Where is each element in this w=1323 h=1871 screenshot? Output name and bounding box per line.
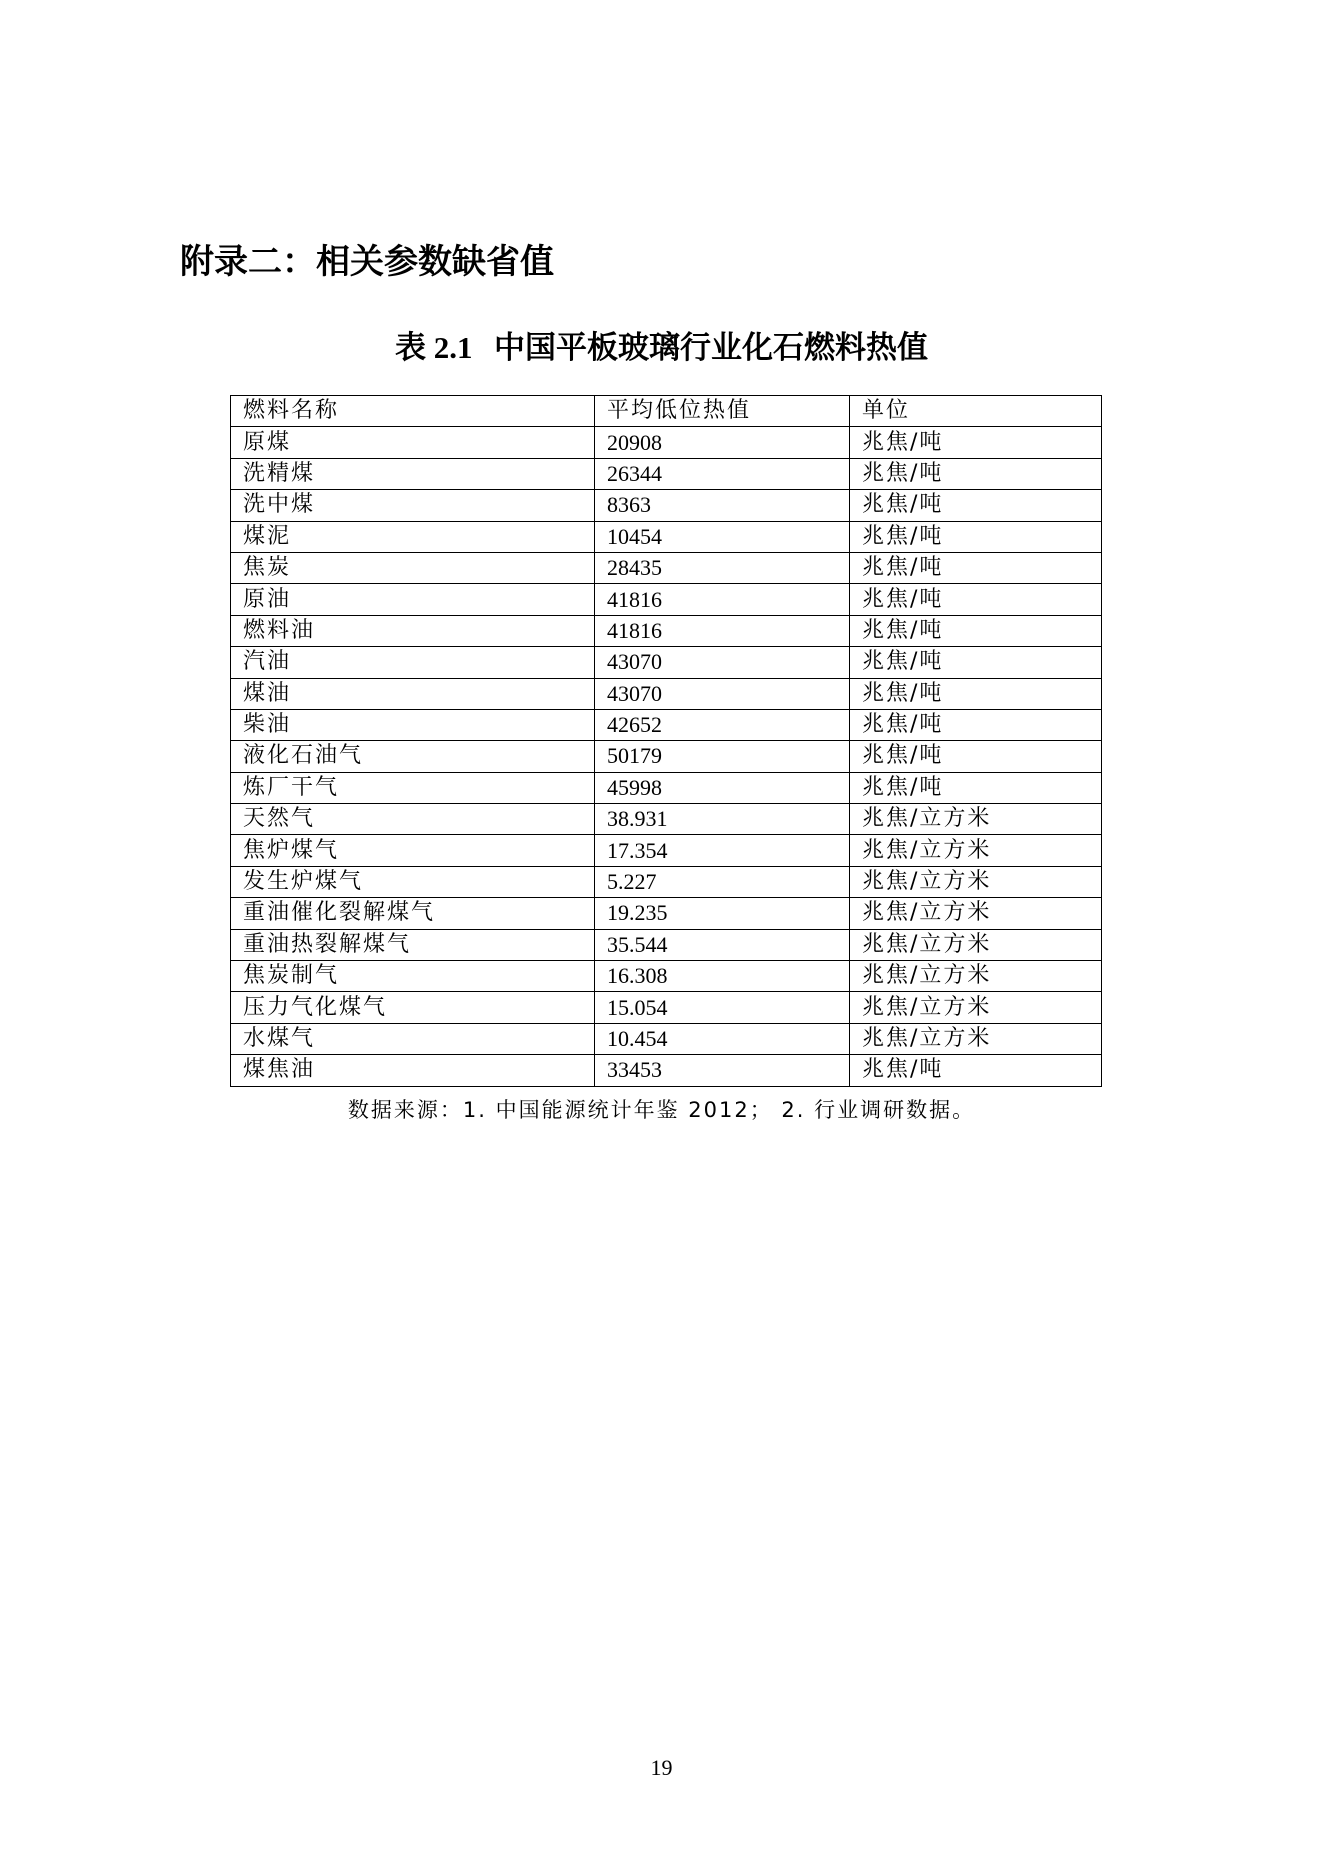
heat-value-cell: 26344 bbox=[595, 458, 850, 489]
heat-value-cell: 8363 bbox=[595, 490, 850, 521]
table-row bbox=[231, 709, 1102, 740]
table-row bbox=[231, 1023, 1102, 1054]
heat-value-cell: 16.308 bbox=[595, 961, 850, 992]
heat-value-cell: 20908 bbox=[595, 427, 850, 458]
heat-value-cell: 17.354 bbox=[595, 835, 850, 866]
heat-value-cell: 41816 bbox=[595, 584, 850, 615]
fuel-name-cell: 洗中煤 bbox=[231, 490, 595, 521]
unit-cell: 兆焦/立方米 bbox=[850, 992, 1102, 1023]
header-unit: 单位 bbox=[850, 396, 1102, 427]
table-row bbox=[231, 552, 1102, 583]
fuel-heat-value-table bbox=[230, 395, 1102, 1087]
table-row bbox=[231, 772, 1102, 803]
table-row bbox=[231, 835, 1102, 866]
table-row bbox=[231, 898, 1102, 929]
fuel-name-cell: 原油 bbox=[231, 584, 595, 615]
page-number: 19 bbox=[650, 1755, 673, 1780]
table-header-row bbox=[231, 396, 1102, 427]
unit-cell: 兆焦/吨 bbox=[850, 584, 1102, 615]
heat-value-cell: 33453 bbox=[595, 1055, 850, 1086]
fuel-name-cell: 焦炉煤气 bbox=[231, 835, 595, 866]
fuel-name-cell: 煤焦油 bbox=[231, 1055, 595, 1086]
unit-cell: 兆焦/吨 bbox=[850, 552, 1102, 583]
unit-cell: 兆焦/立方米 bbox=[850, 835, 1102, 866]
unit-cell: 兆焦/吨 bbox=[850, 490, 1102, 521]
heat-value-cell: 41816 bbox=[595, 615, 850, 646]
table-row bbox=[231, 615, 1102, 646]
table-row bbox=[231, 490, 1102, 521]
fuel-name-cell: 洗精煤 bbox=[231, 458, 595, 489]
heat-value-cell: 15.054 bbox=[595, 992, 850, 1023]
heat-value-cell: 10454 bbox=[595, 521, 850, 552]
unit-cell: 兆焦/立方米 bbox=[850, 1023, 1102, 1054]
unit-cell: 兆焦/吨 bbox=[850, 458, 1102, 489]
fuel-name-cell: 液化石油气 bbox=[231, 741, 595, 772]
unit-cell: 兆焦/立方米 bbox=[850, 804, 1102, 835]
table-row bbox=[231, 678, 1102, 709]
unit-cell: 兆焦/吨 bbox=[850, 741, 1102, 772]
heat-value-cell: 42652 bbox=[595, 709, 850, 740]
unit-cell: 兆焦/立方米 bbox=[850, 961, 1102, 992]
fuel-name-cell: 压力气化煤气 bbox=[231, 992, 595, 1023]
table-row bbox=[231, 647, 1102, 678]
data-source-note: 数据来源：1. 中国能源统计年鉴 2012； 2. 行业调研数据。 bbox=[347, 1098, 976, 1122]
heat-value-cell: 43070 bbox=[595, 678, 850, 709]
unit-cell: 兆焦/吨 bbox=[850, 647, 1102, 678]
unit-cell: 兆焦/立方米 bbox=[850, 929, 1102, 960]
table-row bbox=[231, 804, 1102, 835]
unit-cell: 兆焦/立方米 bbox=[850, 866, 1102, 897]
unit-cell: 兆焦/吨 bbox=[850, 615, 1102, 646]
table-row bbox=[231, 584, 1102, 615]
header-fuel-name: 燃料名称 bbox=[231, 396, 595, 427]
appendix-heading: 附录二：相关参数缺省值 bbox=[180, 242, 554, 282]
unit-cell: 兆焦/吨 bbox=[850, 709, 1102, 740]
fuel-name-cell: 天然气 bbox=[231, 804, 595, 835]
heat-value-cell: 28435 bbox=[595, 552, 850, 583]
heat-value-cell: 45998 bbox=[595, 772, 850, 803]
heat-value-cell: 35.544 bbox=[595, 929, 850, 960]
table-number: 表 2.1 bbox=[394, 330, 473, 365]
fuel-name-cell: 焦炭制气 bbox=[231, 961, 595, 992]
header-heat-value: 平均低位热值 bbox=[595, 396, 850, 427]
heat-value-cell: 50179 bbox=[595, 741, 850, 772]
heat-value-cell: 19.235 bbox=[595, 898, 850, 929]
fuel-name-cell: 重油热裂解煤气 bbox=[231, 929, 595, 960]
heat-value-cell: 10.454 bbox=[595, 1023, 850, 1054]
unit-cell: 兆焦/吨 bbox=[850, 1055, 1102, 1086]
unit-cell: 兆焦/吨 bbox=[850, 521, 1102, 552]
unit-cell: 兆焦/吨 bbox=[850, 678, 1102, 709]
table-row bbox=[231, 992, 1102, 1023]
fuel-name-cell: 水煤气 bbox=[231, 1023, 595, 1054]
heat-value-cell: 43070 bbox=[595, 647, 850, 678]
table-row bbox=[231, 929, 1102, 960]
fuel-name-cell: 原煤 bbox=[231, 427, 595, 458]
table-row bbox=[231, 521, 1102, 552]
fuel-name-cell: 炼厂干气 bbox=[231, 772, 595, 803]
table-row bbox=[231, 741, 1102, 772]
table-row bbox=[231, 1055, 1102, 1086]
unit-cell: 兆焦/吨 bbox=[850, 427, 1102, 458]
heat-value-cell: 5.227 bbox=[595, 866, 850, 897]
table-row bbox=[231, 427, 1102, 458]
fuel-name-cell: 重油催化裂解煤气 bbox=[231, 898, 595, 929]
unit-cell: 兆焦/吨 bbox=[850, 772, 1102, 803]
fuel-name-cell: 煤油 bbox=[231, 678, 595, 709]
fuel-name-cell: 汽油 bbox=[231, 647, 595, 678]
fuel-name-cell: 煤泥 bbox=[231, 521, 595, 552]
fuel-name-cell: 柴油 bbox=[231, 709, 595, 740]
table-row bbox=[231, 866, 1102, 897]
unit-cell: 兆焦/立方米 bbox=[850, 898, 1102, 929]
fuel-name-cell: 发生炉煤气 bbox=[231, 866, 595, 897]
table-title-text: 中国平板玻璃行业化石燃料热值 bbox=[494, 330, 929, 366]
fuel-name-cell: 焦炭 bbox=[231, 552, 595, 583]
table-row bbox=[231, 961, 1102, 992]
table-title bbox=[0, 326, 1323, 370]
fuel-name-cell: 燃料油 bbox=[231, 615, 595, 646]
table-row bbox=[231, 458, 1102, 489]
heat-value-cell: 38.931 bbox=[595, 804, 850, 835]
